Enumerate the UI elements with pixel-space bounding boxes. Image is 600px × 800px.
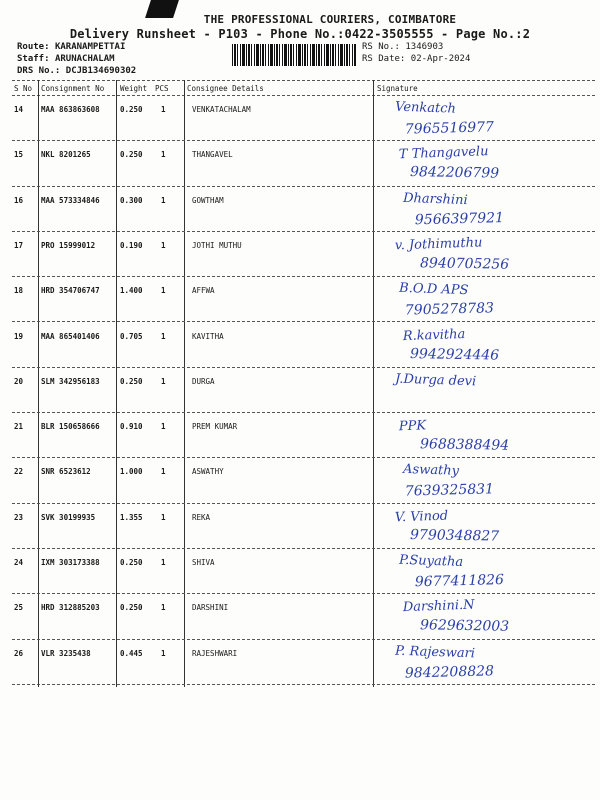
- row-consignment-no: MAA 865401406: [41, 331, 100, 341]
- handwritten-signature: [375, 551, 595, 592]
- handwritten-signature: [375, 143, 595, 184]
- drs-label: DRS No.:: [17, 66, 61, 76]
- signature-cell: [375, 234, 595, 275]
- handwritten-signature: [375, 596, 595, 637]
- row-pcs: 1: [161, 422, 166, 432]
- staff-value: ARUNACHALAM: [54, 54, 115, 64]
- table-row: [0, 640, 600, 685]
- signature-name: J.Durga devi: [394, 371, 477, 390]
- rs-no-line: [362, 42, 443, 52]
- signature-cell: [375, 506, 595, 547]
- handwritten-signature: [375, 415, 595, 456]
- row-sno: 17: [14, 240, 24, 250]
- signature-cell: [375, 460, 595, 501]
- handwritten-signature: [375, 189, 595, 230]
- signature-cell: [375, 370, 595, 411]
- row-sno: 20: [14, 376, 24, 386]
- col-header-consignee: Consignee Details: [187, 84, 264, 93]
- row-pcs: 1: [161, 286, 166, 296]
- signature-phone: 9842208828: [404, 662, 495, 682]
- col-header-pcs: PCS: [155, 84, 169, 93]
- col-header-consignment: Consignment No: [41, 84, 105, 93]
- row-consignee: SHIVA: [192, 558, 215, 567]
- signature-name: R.kavitha: [402, 326, 466, 344]
- row-consignee: THANGAVEL: [192, 150, 233, 160]
- row-pcs: 1: [161, 331, 166, 341]
- rs-no-value: 1346903: [405, 42, 444, 52]
- header-top-rule: [12, 80, 595, 81]
- row-consignee: VENKATACHALAM: [192, 105, 251, 114]
- row-weight: 0.250: [120, 150, 143, 160]
- row-sno: 23: [14, 512, 24, 522]
- signature-phone: 9629632003: [419, 617, 510, 636]
- row-pcs: 1: [161, 512, 166, 522]
- signature-cell: [375, 189, 595, 230]
- handwritten-signature: [375, 325, 595, 366]
- signature-cell: [375, 551, 595, 592]
- row-weight: 0.250: [120, 603, 143, 613]
- staff-line: [17, 54, 115, 64]
- row-consignee: ASWATHY: [192, 467, 224, 477]
- row-sno: 26: [14, 648, 24, 658]
- row-consignment-no: SNR 6523612: [41, 467, 91, 477]
- signature-name: P.Suyatha: [398, 552, 464, 570]
- runsheet-subtitle: Delivery Runsheet - P103 - Phone No.:0422-3505555 - Page No.:2: [69, 27, 531, 41]
- row-pcs: 1: [161, 467, 166, 477]
- signature-cell: [375, 642, 595, 683]
- drs-value: DCJB134690302: [65, 66, 137, 76]
- signature-cell: [375, 143, 595, 184]
- row-pcs: 1: [161, 376, 166, 386]
- row-pcs: 1: [161, 105, 166, 114]
- signature-name: PPK: [398, 418, 427, 435]
- signature-phone: 7965516977: [404, 119, 495, 138]
- table-row: [0, 232, 600, 277]
- row-consignee: KAVITHA: [192, 331, 224, 341]
- row-pcs: 1: [161, 150, 166, 160]
- row-weight: 1.400: [120, 286, 143, 296]
- row-consignee: DARSHINI: [192, 603, 229, 613]
- rs-date-value: 02-Apr-2024: [410, 54, 471, 64]
- signature-phone: 9790348827: [409, 526, 500, 545]
- table-row: [0, 504, 600, 549]
- row-weight: 0.250: [120, 376, 143, 386]
- route-value: KARANAMPETTAI: [54, 42, 126, 52]
- row-consignment-no: PRO 15999012: [41, 240, 96, 250]
- signature-phone: 8940705256: [419, 255, 510, 273]
- signature-phone: 9566397921: [414, 209, 505, 228]
- row-consignee: AFFWA: [192, 286, 215, 296]
- row-sno: 24: [14, 558, 24, 567]
- row-weight: 1.355: [120, 512, 143, 522]
- handwritten-signature: [375, 279, 595, 320]
- row-consignment-no: HRD 354706747: [41, 286, 100, 296]
- signature-cell: [375, 279, 595, 320]
- signature-cell: [375, 98, 595, 139]
- row-sno: 22: [14, 467, 24, 477]
- table-row: [0, 96, 600, 141]
- signature-name: Aswathy: [402, 462, 460, 480]
- company-title: THE PROFESSIONAL COURIERS, COIMBATORE: [203, 13, 457, 26]
- signature-cell: [375, 596, 595, 637]
- signature-name: P. Rajeswari: [394, 643, 476, 661]
- row-consignment-no: MAA 863863608: [41, 105, 100, 114]
- table-row: [0, 368, 600, 413]
- row-consignment-no: NKL 8201265: [41, 150, 91, 160]
- row-weight: 0.190: [120, 240, 143, 250]
- row-consignment-no: VLR 3235438: [41, 648, 91, 658]
- row-pcs: 1: [161, 603, 166, 613]
- col-header-sno: S No: [14, 84, 33, 93]
- table-row: [0, 323, 600, 368]
- table-row: [0, 187, 600, 232]
- handwritten-signature: [375, 370, 595, 411]
- signature-phone: 9942924446: [409, 345, 500, 364]
- table-row: [0, 413, 600, 458]
- signature-phone: 7905278783: [404, 300, 495, 319]
- row-consignee: DURGA: [192, 376, 215, 386]
- handwritten-signature: [375, 506, 595, 547]
- signature-name: Darshini.N: [402, 597, 475, 616]
- row-consignee: JOTHI MUTHU: [192, 240, 242, 250]
- row-sno: 21: [14, 422, 24, 432]
- signature-phone: 9688388494: [419, 436, 510, 454]
- rs-date-label: RS Date:: [362, 54, 406, 64]
- row-consignee: RAJESHWARI: [192, 648, 238, 658]
- row-weight: 0.250: [120, 105, 143, 114]
- row-consignment-no: SLM 342956183: [41, 376, 100, 386]
- signature-name: V. Vinod: [394, 508, 449, 526]
- row-consignee: REKA: [192, 512, 211, 522]
- signature-phone: 9677411826: [414, 571, 505, 591]
- signature-name: Dharshini: [402, 190, 468, 208]
- row-sno: 16: [14, 195, 24, 205]
- handwritten-signature: [375, 98, 595, 139]
- row-weight: 0.910: [120, 422, 143, 432]
- handwritten-signature: [375, 642, 595, 683]
- row-consignee: PREM KUMAR: [192, 422, 238, 432]
- row-weight: 0.300: [120, 195, 143, 205]
- row-consignment-no: HRD 312885203: [41, 603, 100, 613]
- row-consignment-no: MAA 573334846: [41, 195, 100, 205]
- row-sno: 19: [14, 331, 24, 341]
- row-pcs: 1: [161, 558, 166, 567]
- route-label: Route:: [17, 42, 50, 52]
- drs-line: [17, 66, 136, 76]
- route-line: [17, 42, 125, 52]
- signature-cell: [375, 325, 595, 366]
- row-sno: 15: [14, 150, 24, 160]
- row-consignment-no: BLR 150658666: [41, 422, 100, 432]
- table-row: [0, 458, 600, 503]
- row-weight: 0.445: [120, 648, 143, 658]
- row-separator: [12, 684, 595, 685]
- signature-name: B.O.D APS: [398, 280, 469, 299]
- row-sno: 14: [14, 105, 24, 114]
- signature-cell: [375, 415, 595, 456]
- row-weight: 0.705: [120, 331, 143, 341]
- staff-label: Staff:: [17, 54, 50, 64]
- row-pcs: 1: [161, 240, 166, 250]
- signature-name: T Thangavelu: [398, 144, 489, 163]
- col-header-signature: Signature: [377, 84, 418, 93]
- row-consignment-no: IXM 303173388: [41, 558, 100, 567]
- barcode: [232, 44, 356, 66]
- row-pcs: 1: [161, 648, 166, 658]
- signature-name: Venkatch: [394, 99, 457, 117]
- signature-name: v. Jothimuthu: [394, 235, 483, 254]
- signature-phone: 9842206799: [409, 164, 500, 182]
- row-consignee: GOWTHAM: [192, 195, 224, 205]
- handwritten-signature: [375, 460, 595, 501]
- table-row: [0, 594, 600, 639]
- row-sno: 25: [14, 603, 24, 613]
- signature-phone: 7639325831: [404, 481, 495, 500]
- handwritten-signature: [375, 234, 595, 275]
- row-consignment-no: SVK 30199935: [41, 512, 96, 522]
- row-sno: 18: [14, 286, 24, 296]
- table-row: [0, 277, 600, 322]
- rs-no-label: RS No.:: [362, 42, 400, 52]
- col-header-weight: Weight: [120, 84, 148, 93]
- row-pcs: 1: [161, 195, 166, 205]
- table-row: [0, 141, 600, 186]
- row-weight: 0.250: [120, 558, 143, 567]
- table-row: [0, 549, 600, 594]
- rs-date-line: [362, 54, 470, 64]
- row-weight: 1.000: [120, 467, 143, 477]
